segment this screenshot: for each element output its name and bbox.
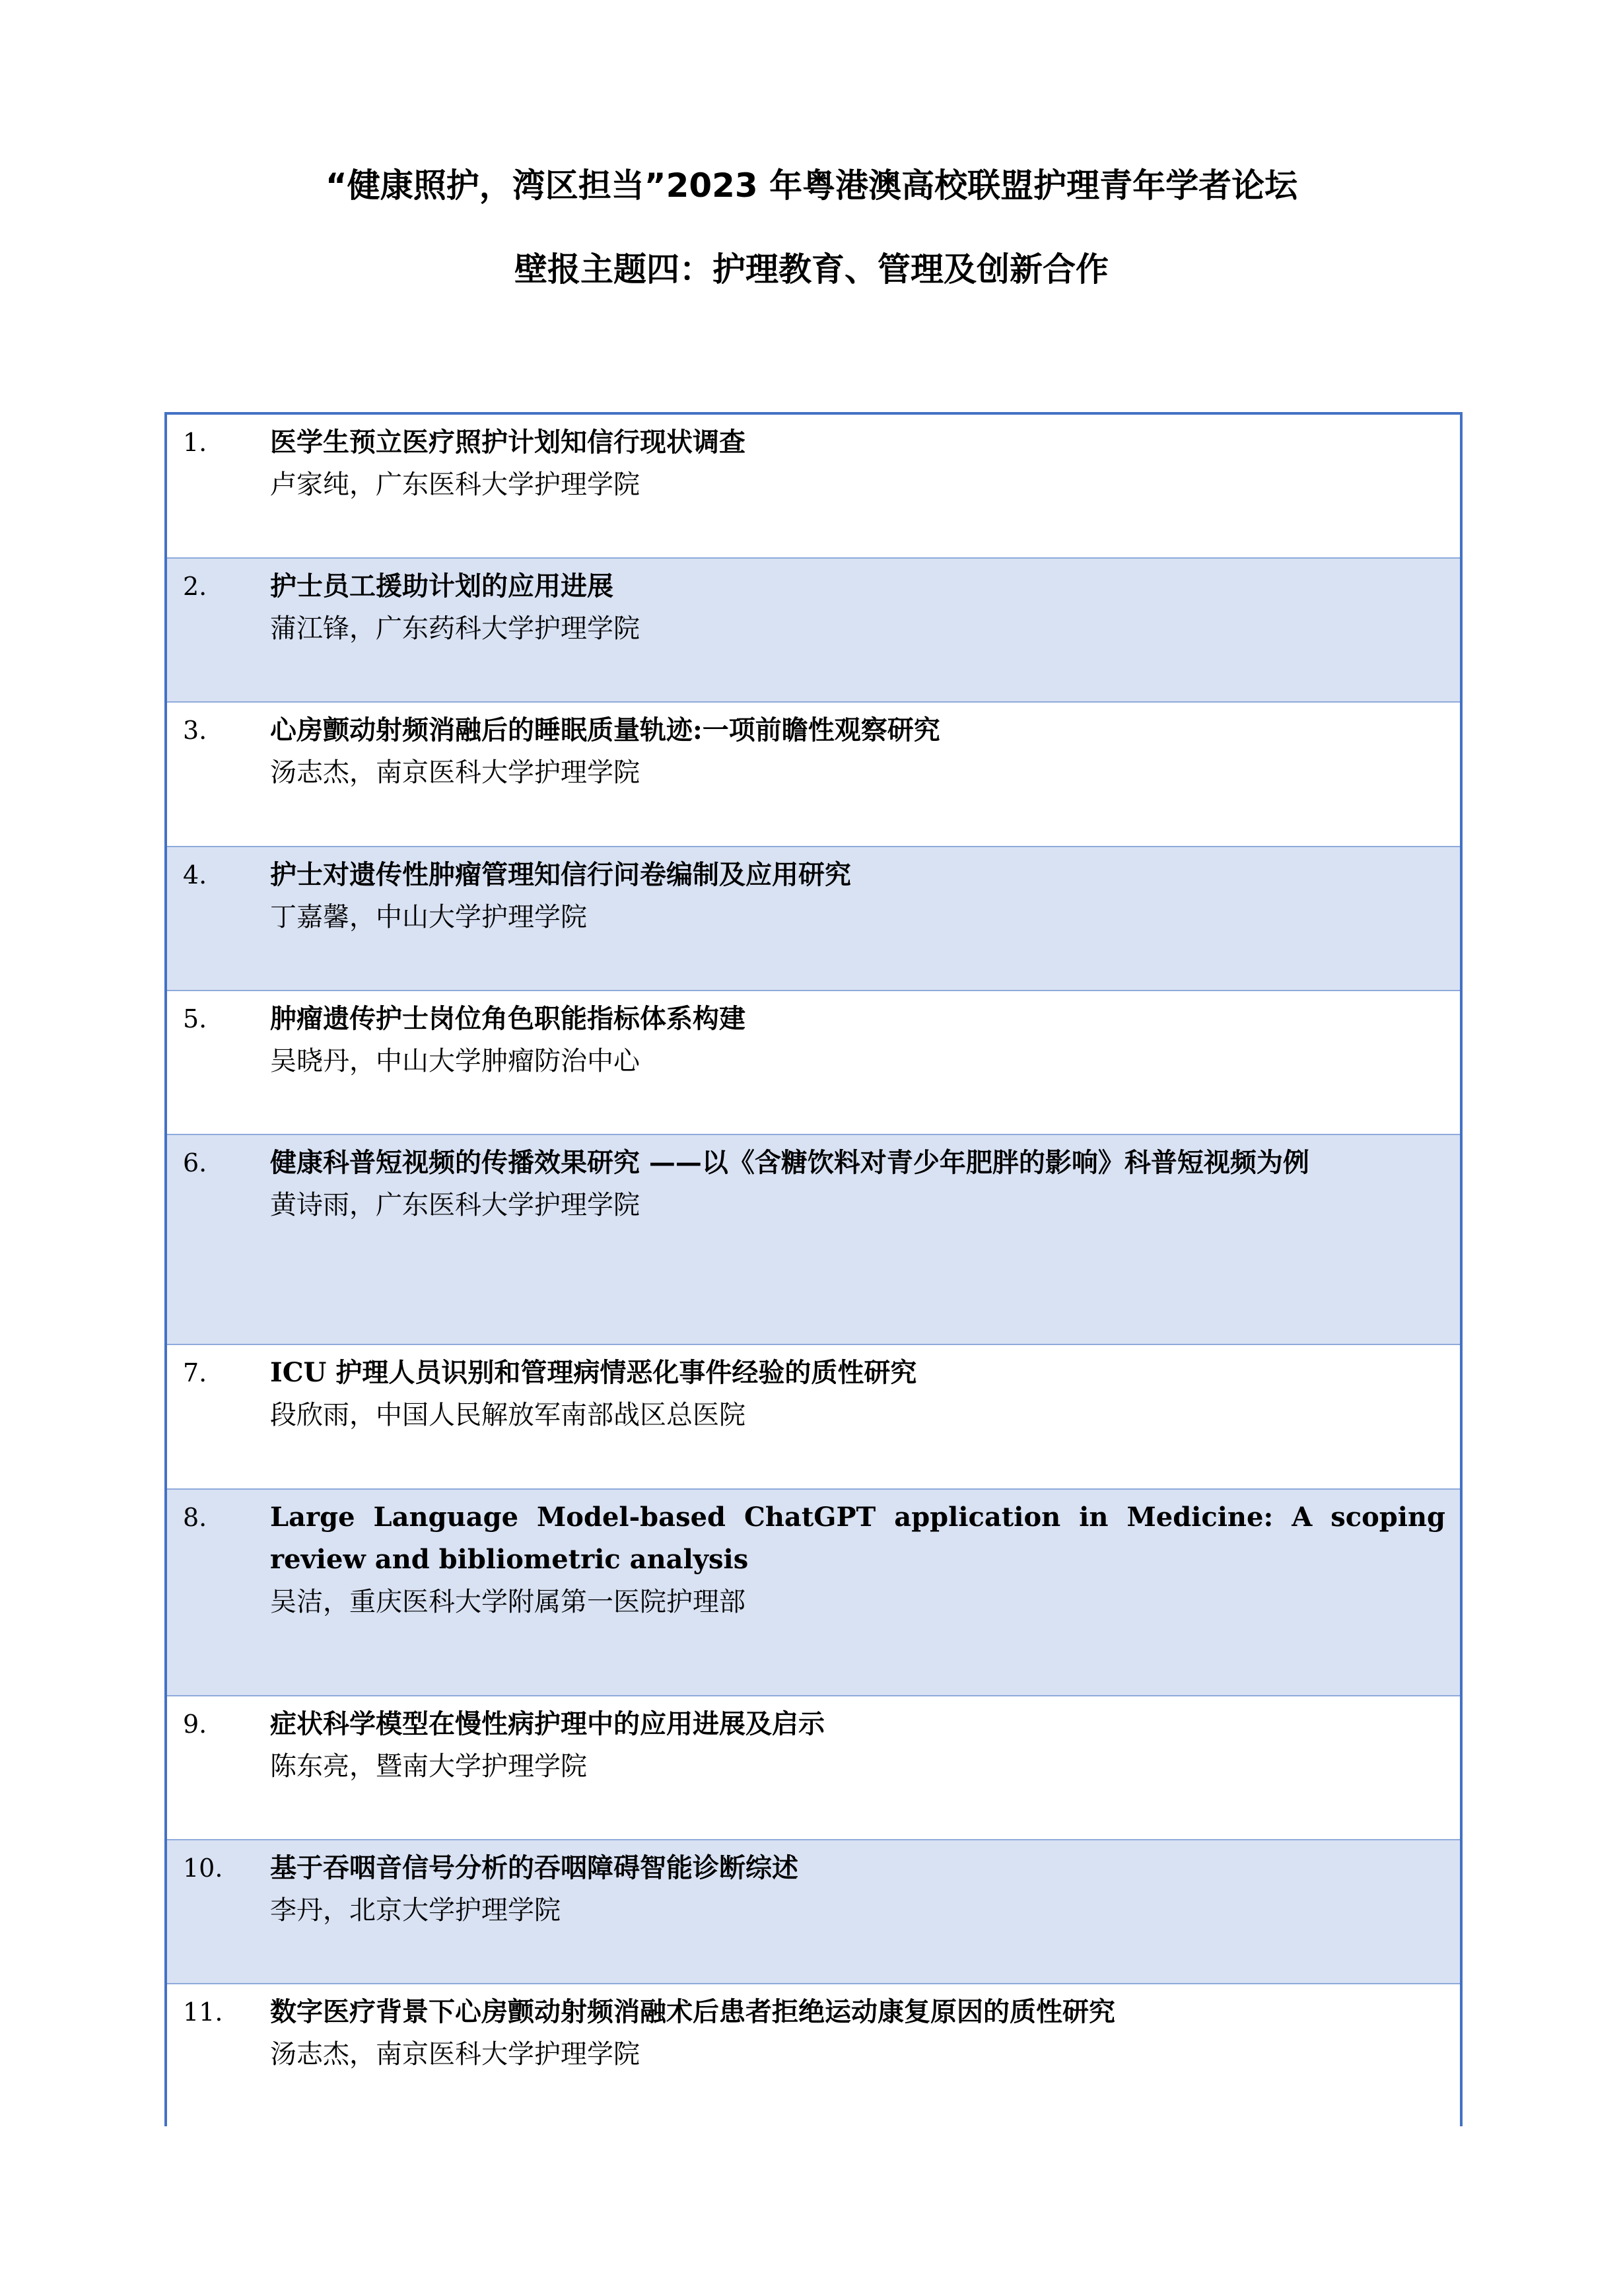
list-item xyxy=(167,559,1460,703)
list-item xyxy=(167,1984,1460,2126)
poster-list xyxy=(164,412,1463,2126)
item-number: 9. xyxy=(183,1710,207,1739)
item-number: 6. xyxy=(183,1148,207,1177)
poster-author: 卢家纯，广东医科大学护理学院 xyxy=(270,470,640,500)
item-number: 5. xyxy=(183,1004,207,1033)
poster-author: 丁嘉馨，中山大学护理学院 xyxy=(270,902,587,932)
poster-author: 段欣雨，中国人民解放军南部战区总医院 xyxy=(270,1400,745,1430)
poster-title: 护士员工援助计划的应用进展 xyxy=(270,571,613,602)
poster-author: 蒲江锋，广东药科大学护理学院 xyxy=(270,613,640,644)
poster-title: 护士对遗传性肿瘤管理知信行问卷编制及应用研究 xyxy=(270,859,851,890)
item-number: 1. xyxy=(183,428,207,457)
poster-title: 症状科学模型在慢性病护理中的应用进展及启示 xyxy=(270,1708,825,1739)
poster-title: 医学生预立医疗照护计划知信行现状调查 xyxy=(270,427,745,458)
list-item xyxy=(167,991,1460,1135)
page-title: “健康照护，湾区担当”2023 年粤港澳高校联盟护理青年学者论坛 xyxy=(325,166,1298,205)
list-item xyxy=(167,1490,1460,1696)
poster-title: 基于吞咽音信号分析的吞咽障碍智能诊断综述 xyxy=(270,1852,798,1883)
poster-author: 汤志杰，南京医科大学护理学院 xyxy=(270,757,640,788)
item-number: 10. xyxy=(183,1854,223,1883)
poster-title: 心房颤动射频消融后的睡眠质量轨迹:一项前瞻性观察研究 xyxy=(270,714,940,746)
poster-author: 吴晓丹，中山大学肿瘤防治中心 xyxy=(270,1046,640,1076)
item-number: 2. xyxy=(183,572,207,601)
poster-title: 数字医疗背景下心房颤动射频消融术后患者拒绝运动康复原因的质性研究 xyxy=(270,1996,1115,2027)
page-subtitle: 壁报主题四：护理教育、管理及创新合作 xyxy=(514,250,1109,289)
item-number: 7. xyxy=(183,1358,207,1387)
list-item xyxy=(167,1696,1460,1840)
item-number: 4. xyxy=(183,860,207,889)
poster-author: 李丹，北京大学护理学院 xyxy=(270,1895,561,1926)
poster-title: Large Language Model-based ChatGPT application in Medicine: A scoping review and bibliometric analysis xyxy=(270,1502,1445,1575)
list-item xyxy=(167,1840,1460,1984)
poster-title: 肿瘤遗传护士岗位角色职能指标体系构建 xyxy=(270,1003,745,1034)
list-item xyxy=(167,1135,1460,1345)
poster-author: 汤志杰，南京医科大学护理学院 xyxy=(270,2039,640,2070)
poster-author: 陈东亮，暨南大学护理学院 xyxy=(270,1751,587,1782)
list-item xyxy=(167,847,1460,991)
poster-author: 黄诗雨，广东医科大学护理学院 xyxy=(270,1190,640,1220)
item-number: 8. xyxy=(183,1503,207,1532)
poster-title: 健康科普短视频的传播效果研究 ——以《含糖饮料对青少年肥胖的影响》科普短视频为例 xyxy=(270,1147,1309,1178)
poster-author: 吴洁，重庆医科大学附属第一医院护理部 xyxy=(270,1587,745,1617)
item-number: 3. xyxy=(183,716,207,745)
poster-title: ICU 护理人员识别和管理病情恶化事件经验的质性研究 xyxy=(270,1357,917,1388)
list-item xyxy=(167,1345,1460,1490)
item-number: 11. xyxy=(183,1998,223,2027)
list-item xyxy=(167,415,1460,559)
list-item xyxy=(167,703,1460,847)
